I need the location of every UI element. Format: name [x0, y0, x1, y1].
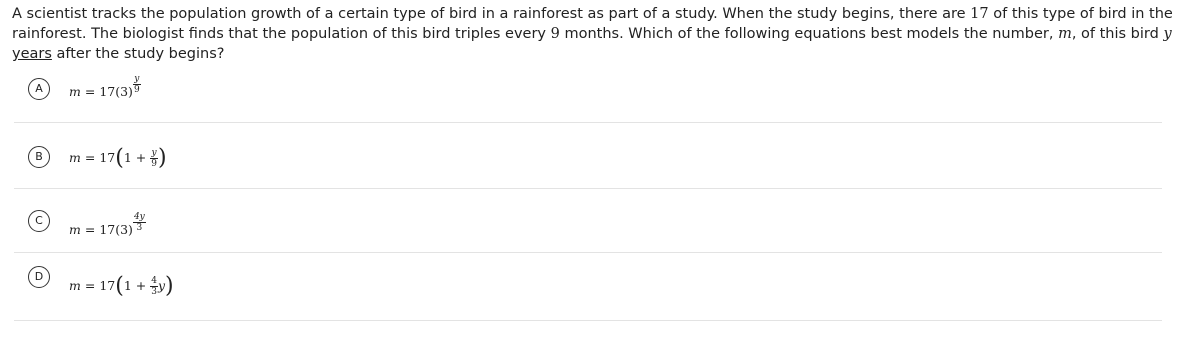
question-number-9: 9: [550, 26, 560, 42]
choice-b-right-paren: ): [157, 145, 167, 171]
choice-d-right-paren: ): [165, 273, 174, 299]
question-part6: after the study begins?: [51, 46, 225, 62]
choice-d-left-paren: (: [115, 273, 124, 299]
choice-a-exponent-fraction: [133, 74, 141, 95]
question-part2: of this type of bird in the rainforest. The biologist finds that the population of this bird triples every: [12, 6, 1173, 42]
choice-c-exponent-fraction: [133, 212, 146, 233]
choice-c-var-m: m: [69, 222, 81, 237]
choice-c-letter-badge[interactable]: C: [28, 210, 50, 232]
choice-c-equation: [69, 212, 146, 243]
choice-d-fraction: [150, 276, 158, 297]
choice-d-letter-badge[interactable]: D: [28, 266, 50, 288]
choice-a-exp-num: y: [134, 74, 140, 84]
choice-b-coef: 17: [99, 150, 116, 165]
choice-b[interactable]: [14, 122, 1162, 189]
choice-a-var-m: m: [69, 84, 81, 99]
question-variable-m: m: [1058, 26, 1072, 42]
question-number-17: 17: [970, 6, 989, 22]
choice-b-frac-num: y: [151, 148, 157, 158]
question-text: [12, 4, 1192, 64]
choice-d[interactable]: [14, 252, 1162, 321]
choice-d-frac-num: 4: [151, 276, 157, 286]
choice-c[interactable]: [14, 188, 1162, 253]
question-part3: months. Which of the following equations best models the number,: [559, 26, 1059, 42]
question-years-link[interactable]: years: [12, 46, 52, 62]
choice-b-frac-den: 9: [151, 159, 157, 169]
choice-a-equation: [69, 74, 141, 105]
choice-d-plus: +: [135, 278, 147, 293]
choice-a-letter-badge[interactable]: A: [28, 78, 50, 100]
choice-b-equals: =: [84, 150, 96, 165]
choice-d-equals: =: [84, 278, 96, 293]
choice-c-equals: =: [84, 222, 96, 237]
choice-b-one: 1: [123, 150, 132, 165]
choice-d-var-m: m: [69, 278, 81, 293]
choice-d-coef: 17: [99, 278, 116, 293]
choice-b-fraction: [150, 148, 158, 169]
choice-c-exp-num: 4y: [133, 212, 145, 222]
choice-d-frac-den: 3: [151, 287, 157, 297]
choice-b-equation: [69, 145, 167, 171]
question-variable-y: y: [1163, 26, 1172, 42]
choice-c-exp-den: 3: [136, 223, 143, 233]
choice-b-var-m: m: [69, 150, 81, 165]
choice-c-coef: 17(3): [99, 222, 133, 237]
choice-d-equation: [69, 273, 174, 299]
question-part1: A scientist tracks the population growth of a certain type of bird in a rainforest as part of a study. When the study begins, there are: [12, 6, 971, 22]
choice-a-coef: 17(3): [99, 84, 133, 99]
choice-b-left-paren: (: [115, 145, 124, 171]
choice-a-exp-den: 9: [133, 85, 140, 95]
choice-d-one: 1: [123, 278, 132, 293]
choice-b-plus: +: [135, 150, 147, 165]
choice-a-equals: =: [84, 84, 96, 99]
choice-b-letter-badge[interactable]: B: [28, 146, 50, 168]
choice-d-var-y: y: [157, 278, 166, 293]
choice-a[interactable]: [14, 58, 1162, 123]
question-part4: , of this bird: [1071, 26, 1164, 42]
